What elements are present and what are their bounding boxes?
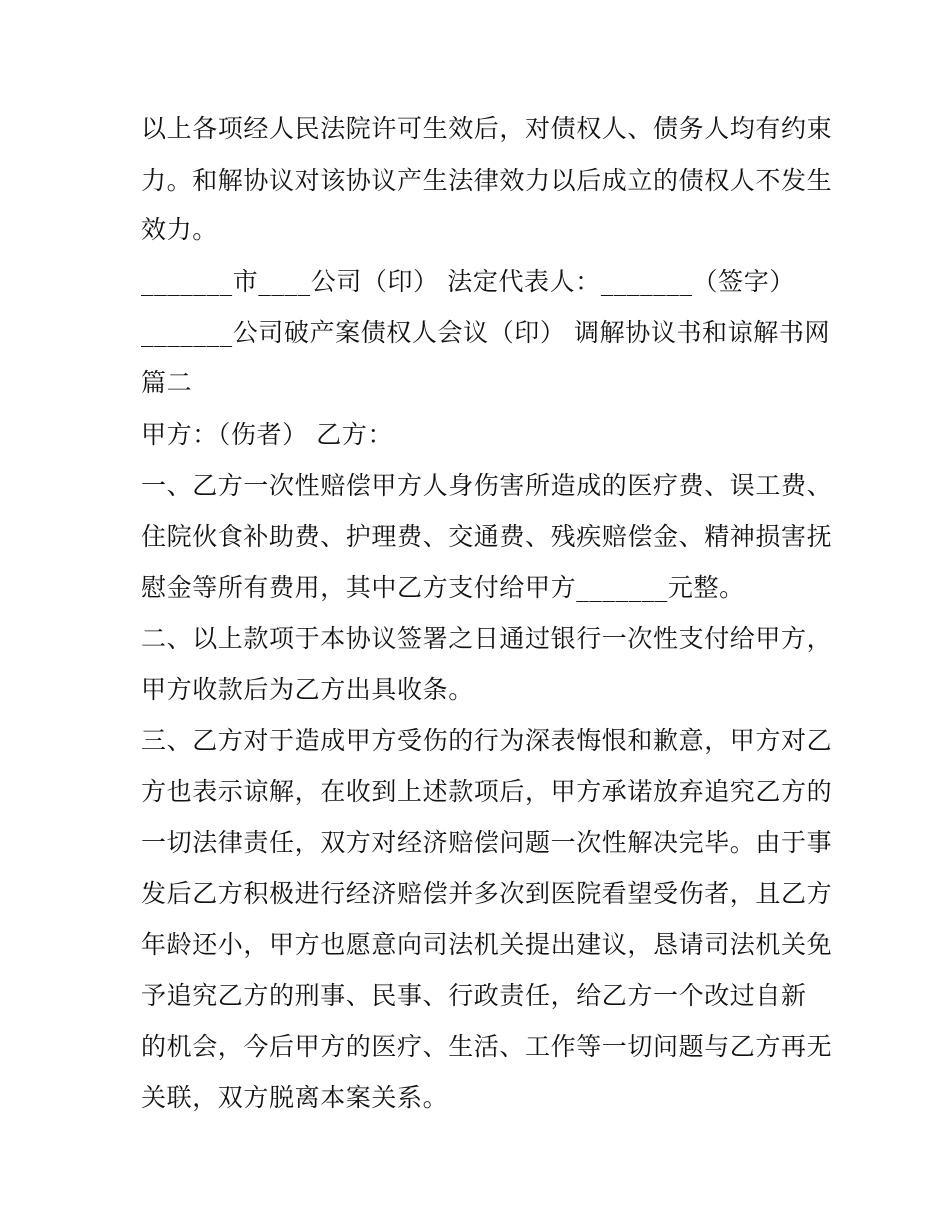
text-line-1: 以上各项经人民法院许可生效后，对债权人、债务人均有约束 [141,114,833,143]
text-line-3: 效力。 [141,215,218,244]
parties-line: 甲方：（伤者） 乙方： [141,420,394,449]
clause-2-line-1: 二、以上款项于本协议签署之日通过银行一次性支付给甲方， [141,624,833,653]
signature-line-creditors: _______公司破产案债权人会议（印） 调解协议书和谅解书网 [141,318,831,347]
clause-3-line-7: 的机会，今后甲方的医疗、生活、工作等一切问题与乙方再无 [141,1032,833,1061]
clause-1-line-2: 住院伙食补助费、护理费、交通费、残疾赔偿金、精神损害抚 [141,522,833,551]
clause-3-line-4: 发后乙方积极进行经济赔偿并多次到医院看望受伤者，且乙方 [141,879,833,908]
clause-2-line-2: 甲方收款后为乙方出具收条。 [141,675,474,704]
clause-3-line-8: 关联，双方脱离本案关系。 [141,1083,449,1112]
clause-1-line-3: 慰金等所有费用，其中乙方支付给甲方_______元整。 [141,573,745,602]
clause-3-line-6: 予追究乙方的刑事、民事、行政责任，给乙方一个改过自新 [141,981,807,1010]
clause-3-line-3: 一切法律责任，双方对经济赔偿问题一次性解决完毕。由于事 [141,828,833,857]
signature-line-company: _______市____公司（印） 法定代表人：_______（签字） [141,267,795,296]
section-heading: 篇二 [141,368,193,397]
clause-3-line-5: 年龄还小，甲方也愿意向司法机关提出建议，恳请司法机关免 [141,930,833,959]
clause-3-line-1: 三、乙方对于造成甲方受伤的行为深表悔恨和歉意，甲方对乙 [141,726,833,755]
text-line-2: 力。和解协议对该协议产生法律效力以后成立的债权人不发生 [141,166,833,195]
clause-3-line-2: 方也表示谅解，在收到上述款项后，甲方承诺放弃追究乙方的 [141,777,833,806]
clause-1-line-1: 一、乙方一次性赔偿甲方人身伤害所造成的医疗费、误工费、 [141,471,833,500]
